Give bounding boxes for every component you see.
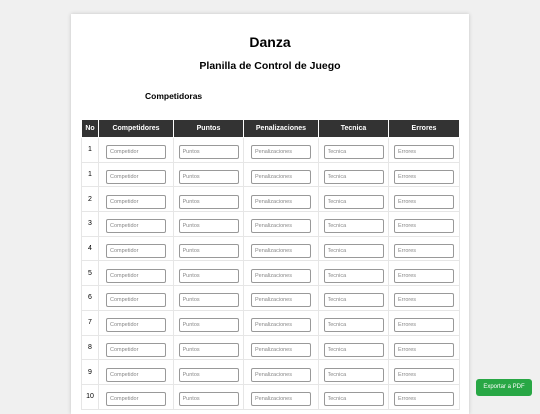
cell-penalizaciones: [244, 187, 319, 212]
competidor-input[interactable]: [106, 219, 166, 233]
scores-table: [81, 119, 460, 410]
competidor-input[interactable]: [106, 318, 166, 332]
competidor-input[interactable]: [106, 170, 166, 184]
cell-errores: [389, 212, 460, 237]
cell-tecnica: [319, 236, 389, 261]
cell-errores: [389, 286, 460, 311]
puntos-input[interactable]: [179, 219, 239, 233]
export-pdf-button[interactable]: Exportar a PDF: [476, 379, 532, 396]
errores-input[interactable]: [394, 392, 454, 406]
tecnica-input[interactable]: [324, 269, 384, 283]
cell-errores: [389, 236, 460, 261]
cell-tecnica: [319, 286, 389, 311]
tecnica-input[interactable]: [324, 244, 384, 258]
cell-errores: [389, 310, 460, 335]
row-number: 10: [82, 384, 99, 409]
penalizaciones-input[interactable]: [251, 269, 311, 283]
puntos-input[interactable]: [179, 318, 239, 332]
tecnica-input[interactable]: [324, 219, 384, 233]
cell-competidor: [99, 162, 174, 187]
competidor-input[interactable]: [106, 343, 166, 357]
cell-puntos: [174, 286, 244, 311]
competidor-input[interactable]: [106, 293, 166, 307]
cell-competidor: [99, 138, 174, 163]
page-title: Danza: [249, 34, 291, 50]
cell-penalizaciones: [244, 162, 319, 187]
puntos-input[interactable]: [179, 368, 239, 382]
cell-puntos: [174, 310, 244, 335]
cell-tecnica: [319, 212, 389, 237]
cell-tecnica: [319, 138, 389, 163]
errores-input[interactable]: [394, 293, 454, 307]
tecnica-input[interactable]: [324, 145, 384, 159]
row-number: 6: [82, 286, 99, 311]
row-number: 9: [82, 360, 99, 385]
cell-errores: [389, 261, 460, 286]
cell-penalizaciones: [244, 212, 319, 237]
header-tecnica: Tecnica: [319, 120, 389, 138]
penalizaciones-input[interactable]: [251, 293, 311, 307]
table-row: [82, 187, 460, 212]
header-errores: Errores: [389, 120, 460, 138]
puntos-input[interactable]: [179, 343, 239, 357]
cell-puntos: [174, 212, 244, 237]
table-row: [82, 212, 460, 237]
cell-competidor: [99, 212, 174, 237]
cell-penalizaciones: [244, 360, 319, 385]
page-subtitle: Planilla de Control de Juego: [199, 60, 341, 72]
cell-tecnica: [319, 384, 389, 409]
errores-input[interactable]: [394, 368, 454, 382]
penalizaciones-input[interactable]: [251, 392, 311, 406]
cell-errores: [389, 335, 460, 360]
puntos-input[interactable]: [179, 269, 239, 283]
tecnica-input[interactable]: [324, 195, 384, 209]
cell-puntos: [174, 261, 244, 286]
penalizaciones-input[interactable]: [251, 343, 311, 357]
cell-penalizaciones: [244, 335, 319, 360]
errores-input[interactable]: [394, 318, 454, 332]
row-number: 1: [82, 138, 99, 163]
form-sheet: [71, 14, 469, 414]
penalizaciones-input[interactable]: [251, 244, 311, 258]
table-row: [82, 162, 460, 187]
puntos-input[interactable]: [179, 244, 239, 258]
competidor-input[interactable]: [106, 244, 166, 258]
penalizaciones-input[interactable]: [251, 145, 311, 159]
cell-puntos: [174, 187, 244, 212]
cell-competidor: [99, 310, 174, 335]
table-row: [82, 261, 460, 286]
cell-penalizaciones: [244, 384, 319, 409]
row-number: 7: [82, 310, 99, 335]
cell-tecnica: [319, 360, 389, 385]
cell-errores: [389, 162, 460, 187]
cell-tecnica: [319, 187, 389, 212]
cell-tecnica: [319, 335, 389, 360]
cell-competidor: [99, 261, 174, 286]
tecnica-input[interactable]: [324, 318, 384, 332]
penalizaciones-input[interactable]: [251, 219, 311, 233]
table-row: [82, 360, 460, 385]
cell-puntos: [174, 236, 244, 261]
row-number: 5: [82, 261, 99, 286]
cell-tecnica: [319, 162, 389, 187]
table-row: [82, 310, 460, 335]
cell-puntos: [174, 162, 244, 187]
penalizaciones-input[interactable]: [251, 170, 311, 184]
cell-errores: [389, 187, 460, 212]
errores-input[interactable]: [394, 195, 454, 209]
cell-penalizaciones: [244, 286, 319, 311]
cell-competidor: [99, 286, 174, 311]
tecnica-input[interactable]: [324, 343, 384, 357]
header-competidores: Competidores: [99, 120, 174, 138]
puntos-input[interactable]: [179, 145, 239, 159]
cell-puntos: [174, 384, 244, 409]
header-penalizaciones: Penalizaciones: [244, 120, 319, 138]
table-row: [82, 236, 460, 261]
cell-competidor: [99, 384, 174, 409]
puntos-input[interactable]: [179, 170, 239, 184]
cell-penalizaciones: [244, 261, 319, 286]
tecnica-input[interactable]: [324, 293, 384, 307]
cell-puntos: [174, 335, 244, 360]
penalizaciones-input[interactable]: [251, 318, 311, 332]
row-number: 8: [82, 335, 99, 360]
puntos-input[interactable]: [179, 392, 239, 406]
tecnica-input[interactable]: [324, 170, 384, 184]
cell-puntos: [174, 138, 244, 163]
cell-penalizaciones: [244, 236, 319, 261]
cell-tecnica: [319, 310, 389, 335]
errores-input[interactable]: [394, 343, 454, 357]
errores-input[interactable]: [394, 219, 454, 233]
row-number: 1: [82, 162, 99, 187]
cell-errores: [389, 138, 460, 163]
penalizaciones-input[interactable]: [251, 195, 311, 209]
competidor-input[interactable]: [106, 269, 166, 283]
errores-input[interactable]: [394, 145, 454, 159]
errores-input[interactable]: [394, 170, 454, 184]
table-row: [82, 335, 460, 360]
table-row: [82, 286, 460, 311]
cell-puntos: [174, 360, 244, 385]
section-label: Competidoras: [145, 91, 203, 101]
cell-tecnica: [319, 261, 389, 286]
cell-competidor: [99, 360, 174, 385]
header-no: No: [82, 120, 99, 138]
competidor-input[interactable]: [106, 145, 166, 159]
puntos-input[interactable]: [179, 293, 239, 307]
tecnica-input[interactable]: [324, 368, 384, 382]
competidor-input[interactable]: [106, 392, 166, 406]
row-number: 4: [82, 236, 99, 261]
errores-input[interactable]: [394, 244, 454, 258]
competidor-input[interactable]: [106, 368, 166, 382]
errores-input[interactable]: [394, 269, 454, 283]
cell-errores: [389, 384, 460, 409]
cell-competidor: [99, 335, 174, 360]
table-row: [82, 138, 460, 163]
puntos-input[interactable]: [179, 195, 239, 209]
cell-penalizaciones: [244, 138, 319, 163]
cell-errores: [389, 360, 460, 385]
table-row: [82, 384, 460, 409]
cell-competidor: [99, 236, 174, 261]
table-header-row: [82, 120, 460, 138]
row-number: 2: [82, 187, 99, 212]
row-number: 3: [82, 212, 99, 237]
cell-penalizaciones: [244, 310, 319, 335]
tecnica-input[interactable]: [324, 392, 384, 406]
penalizaciones-input[interactable]: [251, 368, 311, 382]
cell-competidor: [99, 187, 174, 212]
competidor-input[interactable]: [106, 195, 166, 209]
header-puntos: Puntos: [174, 120, 244, 138]
